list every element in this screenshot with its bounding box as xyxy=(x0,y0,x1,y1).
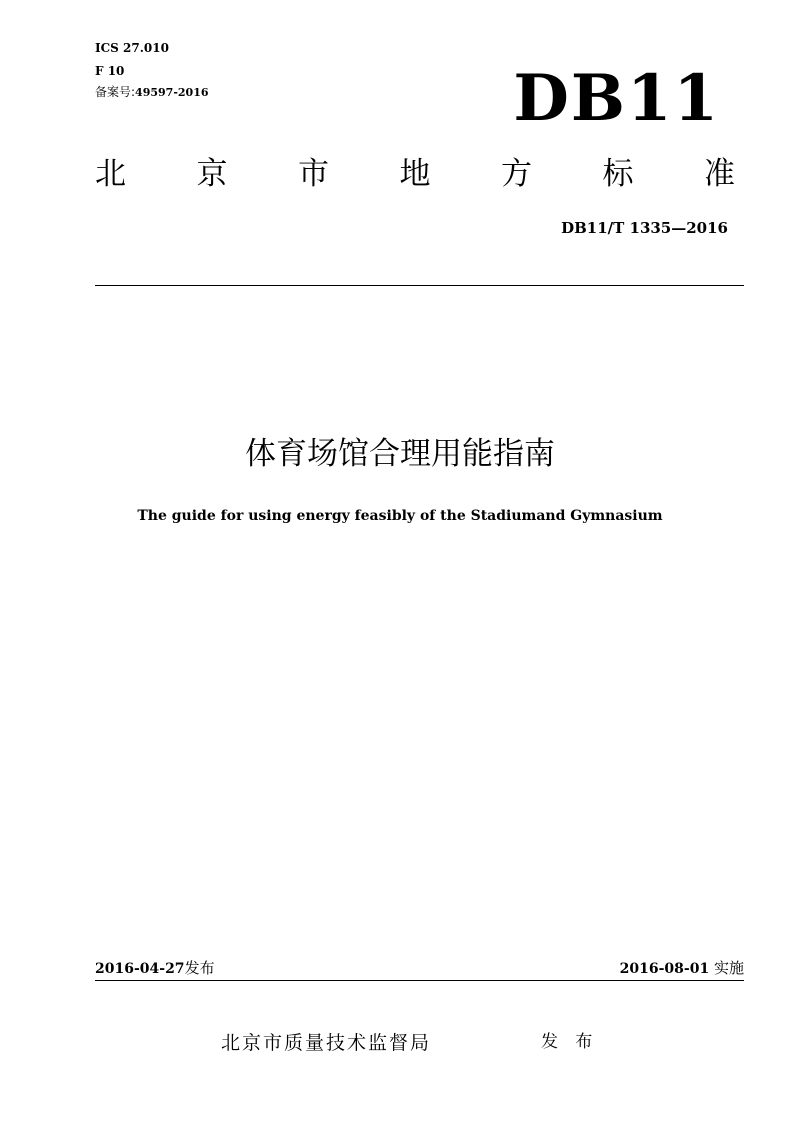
publish-label: 发 布 xyxy=(541,1032,599,1052)
standard-type-char: 标 xyxy=(602,156,634,192)
standard-type-char: 市 xyxy=(298,156,329,192)
standard-type-char: 准 xyxy=(704,156,735,192)
standard-type-heading xyxy=(95,154,735,194)
classification-code: F 10 xyxy=(95,64,125,78)
record-label: 备案号: xyxy=(95,85,136,99)
standard-type-char: 地 xyxy=(399,156,431,192)
standard-type-char: 京 xyxy=(196,156,228,192)
ics-code: ICS 27.010 xyxy=(95,41,169,55)
implementation-label: 实施 xyxy=(713,959,744,977)
db11-logo: DB11 xyxy=(513,61,720,136)
standard-number: DB11/T 1335—2016 xyxy=(561,219,728,237)
record-number-line xyxy=(95,85,209,100)
document-title-english: The guide for using energy feasibly of the Stadiumand Gymnasium xyxy=(137,508,663,524)
issue-date: 2016-04-27 xyxy=(95,961,185,977)
implementation-date: 2016-08-01 xyxy=(619,961,710,977)
record-number: 49597-2016 xyxy=(135,86,209,99)
issue-date-line xyxy=(95,958,215,979)
standard-type-char: 方 xyxy=(501,156,532,192)
implementation-date-line xyxy=(620,958,744,979)
standard-type-char: 北 xyxy=(95,156,126,192)
bottom-divider xyxy=(95,980,744,981)
issue-label: 发布 xyxy=(184,959,215,977)
top-divider xyxy=(95,285,744,286)
publisher-name: 北京市质量技术监督局 xyxy=(221,1032,432,1054)
document-title-chinese: 体育场馆合理用能指南 xyxy=(245,436,555,472)
